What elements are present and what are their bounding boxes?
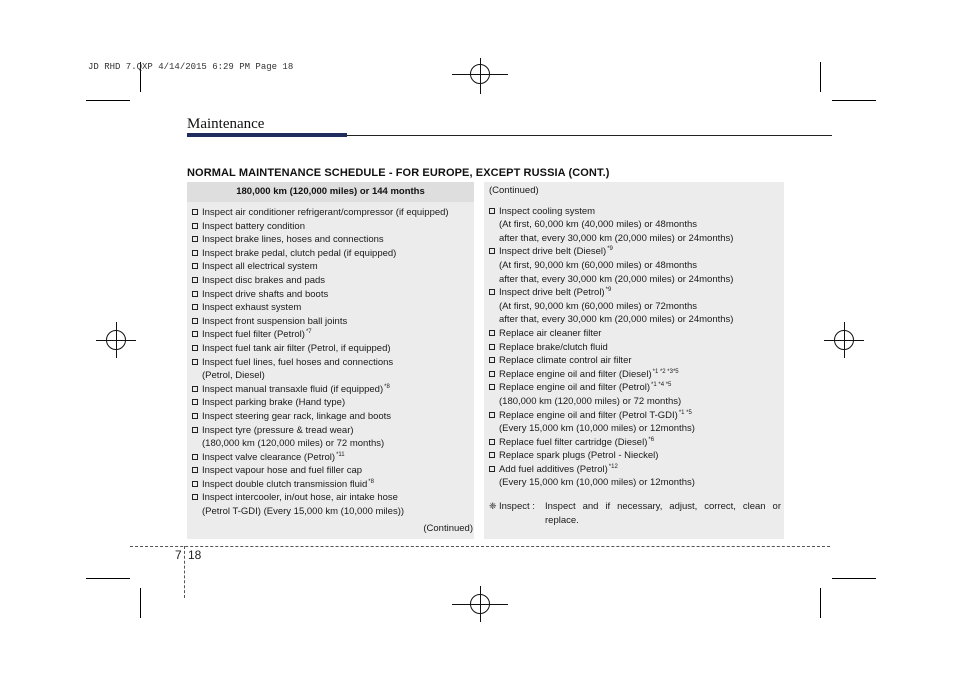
crop-mark-icon bbox=[86, 578, 130, 579]
interval-header: 180,000 km (120,000 miles) or 144 months bbox=[187, 182, 474, 202]
checkbox-icon bbox=[192, 342, 202, 356]
checkbox-icon bbox=[192, 396, 202, 410]
checkbox-icon bbox=[192, 301, 202, 315]
checklist-item bbox=[192, 396, 470, 410]
continued-label: (Continued) bbox=[489, 185, 539, 196]
checklist-item-label: Replace engine oil and filter (Petrol) bbox=[499, 382, 651, 394]
checkbox-icon bbox=[192, 424, 202, 438]
footnote-marker: *1 *5 bbox=[678, 409, 692, 416]
checklist-item bbox=[192, 206, 470, 220]
checklist-item-label: Inspect vapour hose and fuel filler cap bbox=[202, 465, 363, 477]
checklist-item bbox=[489, 368, 781, 382]
footnote-marker: *6 bbox=[648, 436, 655, 443]
footnote-marker: *1 *2 *3*5 bbox=[652, 368, 679, 375]
footnote-marker: *9 bbox=[607, 246, 613, 253]
checklist-item bbox=[192, 260, 470, 274]
checklist-item-label: Inspect cooling system bbox=[499, 205, 596, 217]
checklist-item bbox=[192, 491, 470, 518]
checkbox-icon bbox=[489, 205, 499, 219]
checklist-item bbox=[489, 449, 781, 463]
checklist-item-label: Replace fuel filter cartridge (Diesel) bbox=[499, 436, 648, 448]
checklist-item-detail: (180,000 km (120,000 miles) or 72 months) bbox=[202, 438, 385, 450]
section-rule bbox=[187, 133, 347, 137]
checklist-item-detail: (At first, 90,000 km (60,000 miles) or 72months bbox=[499, 300, 697, 312]
checklist-item-label: Replace brake/clutch fluid bbox=[499, 341, 608, 353]
page-number: 18 bbox=[188, 548, 202, 562]
checklist-item-label: Inspect disc brakes and pads bbox=[202, 274, 326, 286]
checklist-item-detail: (At first, 60,000 km (40,000 miles) or 48months bbox=[499, 219, 697, 231]
checklist-item bbox=[192, 383, 470, 397]
crop-mark-icon bbox=[820, 62, 821, 92]
footnote-marker: *8 bbox=[384, 383, 390, 390]
checklist-item-label: Replace climate control air filter bbox=[499, 355, 632, 367]
checkbox-icon bbox=[192, 464, 202, 478]
checklist-item bbox=[192, 478, 470, 492]
checkbox-icon bbox=[192, 451, 202, 465]
footnote-marker: *9 bbox=[605, 287, 612, 294]
checkbox-icon bbox=[489, 436, 499, 450]
crop-mark-icon bbox=[832, 100, 876, 101]
checklist-item-label: Inspect fuel filter (Petrol) bbox=[202, 329, 305, 341]
checklist-item-detail: after that, every 30,000 km (20,000 miles) or 24months) bbox=[499, 232, 734, 244]
checklist-item bbox=[192, 274, 470, 288]
checkbox-icon bbox=[192, 206, 202, 220]
checkbox-icon bbox=[489, 449, 499, 463]
schedule-heading: NORMAL MAINTENANCE SCHEDULE - FOR EUROPE, EXCEPT RUSSIA (CONT.) bbox=[187, 167, 610, 179]
checklist-item-label: Inspect brake pedal, clutch pedal (if equipped) bbox=[202, 247, 397, 259]
checkbox-icon bbox=[192, 491, 202, 505]
checklist-item-detail: (Petrol, Diesel) bbox=[202, 370, 265, 382]
checklist-item-label: Add fuel additives (Petrol) bbox=[499, 463, 608, 475]
checklist-item-label: Inspect tyre (pressure & tread wear) bbox=[202, 424, 354, 436]
checklist-item-label: Inspect double clutch transmission fluid bbox=[202, 478, 368, 490]
continued-label: (Continued) bbox=[423, 523, 473, 534]
checklist-item bbox=[192, 220, 470, 234]
checklist-item bbox=[489, 286, 781, 327]
checklist-item-label: Replace engine oil and filter (Petrol T-GDI) bbox=[499, 409, 678, 421]
crop-mark-icon bbox=[820, 588, 821, 618]
checklist-item-label: Inspect drive shafts and boots bbox=[202, 288, 329, 300]
checklist-item-label: Inspect brake lines, hoses and connections bbox=[202, 234, 384, 246]
checkbox-icon bbox=[489, 341, 499, 355]
section-title: Maintenance bbox=[187, 116, 265, 132]
checkbox-icon bbox=[192, 247, 202, 261]
checkbox-icon bbox=[192, 260, 202, 274]
checklist-item bbox=[192, 247, 470, 261]
left-item-list bbox=[192, 206, 470, 519]
crop-mark-icon bbox=[86, 100, 130, 101]
checkbox-icon bbox=[192, 478, 202, 492]
footnote-marker: *8 bbox=[368, 478, 374, 485]
footer-rule bbox=[130, 546, 830, 547]
checklist-item-label: Inspect drive belt (Diesel) bbox=[499, 246, 607, 258]
inspect-note bbox=[489, 500, 781, 527]
checklist-item bbox=[192, 356, 470, 383]
checkbox-icon bbox=[192, 274, 202, 288]
note-text: Inspect and if necessary, adjust, correct, clean or replace. bbox=[545, 501, 781, 526]
checkbox-icon bbox=[489, 327, 499, 341]
checklist-item-label: Replace engine oil and filter (Diesel) bbox=[499, 368, 652, 380]
checklist-item-label: Inspect intercooler, in/out hose, air intake hose bbox=[202, 492, 398, 504]
checkbox-icon bbox=[489, 245, 499, 259]
checklist-item bbox=[192, 410, 470, 424]
footnote-marker: *1 *4 *5 bbox=[651, 382, 672, 389]
checklist-item bbox=[489, 341, 781, 355]
checklist-item-label: Inspect valve clearance (Petrol) bbox=[202, 451, 336, 463]
checkbox-icon bbox=[489, 368, 499, 382]
checklist-item-label: Inspect fuel lines, fuel hoses and connections bbox=[202, 356, 394, 368]
checklist-item bbox=[489, 354, 781, 368]
checklist-item-label: Inspect parking brake (Hand type) bbox=[202, 397, 346, 409]
checklist-item-detail: (Petrol T-GDI) (Every 15,000 km (10,000 miles)) bbox=[202, 506, 405, 518]
footnote-marker: *11 bbox=[336, 451, 345, 458]
checklist-item-label: Inspect manual transaxle fluid (if equipped) bbox=[202, 383, 384, 395]
footnote-marker: *12 bbox=[608, 463, 618, 470]
checklist-item-detail: after that, every 30,000 km (20,000 miles) or 24months) bbox=[499, 314, 734, 326]
checklist-item-label: Inspect steering gear rack, linkage and boots bbox=[202, 410, 392, 422]
checkbox-icon bbox=[489, 409, 499, 423]
checkbox-icon bbox=[192, 220, 202, 234]
section-rule-thin bbox=[347, 135, 832, 136]
checkbox-icon bbox=[192, 315, 202, 329]
checklist-item bbox=[192, 451, 470, 465]
page-number-separator bbox=[184, 546, 185, 598]
checklist-item bbox=[489, 327, 781, 341]
checklist-item-label: Inspect battery condition bbox=[202, 220, 305, 232]
checklist-item-detail: (Every 15,000 km (10,000 miles) or 12months) bbox=[499, 423, 695, 435]
checkbox-icon bbox=[489, 381, 499, 395]
checklist-item bbox=[192, 288, 470, 302]
checkbox-icon bbox=[192, 356, 202, 370]
checklist-item-label: Inspect exhaust system bbox=[202, 302, 302, 314]
checkbox-icon bbox=[489, 286, 499, 300]
checkbox-icon bbox=[489, 354, 499, 368]
footnote-marker: *7 bbox=[305, 329, 312, 336]
checklist-item bbox=[192, 301, 470, 315]
checklist-item bbox=[192, 424, 470, 451]
checklist-item-label: Inspect drive belt (Petrol) bbox=[499, 287, 605, 299]
checklist-item bbox=[489, 245, 781, 286]
checklist-item-label: Replace spark plugs (Petrol - Nieckel) bbox=[499, 450, 659, 462]
checklist-item bbox=[192, 328, 470, 342]
crop-mark-icon bbox=[140, 588, 141, 618]
checklist-item-label: Inspect all electrical system bbox=[202, 261, 318, 273]
checklist-item bbox=[192, 464, 470, 478]
crop-mark-icon bbox=[832, 578, 876, 579]
checklist-item bbox=[489, 381, 781, 408]
checklist-item-label: Inspect fuel tank air filter (Petrol, if equipped) bbox=[202, 342, 391, 354]
checklist-item-label: Replace air cleaner filter bbox=[499, 327, 602, 339]
checklist-item bbox=[489, 463, 781, 490]
right-item-list bbox=[489, 184, 781, 490]
checkbox-icon bbox=[192, 328, 202, 342]
note-label: Inspect : bbox=[499, 501, 535, 512]
checkbox-icon bbox=[192, 383, 202, 397]
note-symbol-icon: ❈ bbox=[489, 501, 497, 511]
checkbox-icon bbox=[192, 233, 202, 247]
checklist-item-detail: (At first, 90,000 km (60,000 miles) or 48months bbox=[499, 259, 697, 271]
checklist-item-label: Inspect air conditioner refrigerant/compressor (if equipped) bbox=[202, 207, 449, 218]
checklist-item-detail: after that, every 30,000 km (20,000 miles) or 24months) bbox=[499, 273, 734, 285]
checkbox-icon bbox=[192, 410, 202, 424]
checkbox-icon bbox=[489, 463, 499, 477]
checkbox-icon bbox=[192, 288, 202, 302]
checklist-item-detail: (180,000 km (120,000 miles) or 72 months) bbox=[499, 395, 682, 407]
checklist-item bbox=[489, 205, 781, 246]
checklist-item bbox=[192, 315, 470, 329]
checklist-item bbox=[489, 409, 781, 436]
checklist-item-detail: (Every 15,000 km (10,000 miles) or 12months) bbox=[499, 477, 695, 489]
checklist-item bbox=[192, 342, 470, 356]
page-chapter: 7 bbox=[175, 548, 182, 562]
prepress-slug: JD RHD 7.QXP 4/14/2015 6:29 PM Page 18 bbox=[88, 62, 294, 72]
checklist-item bbox=[489, 436, 781, 450]
checklist-item-label: Inspect front suspension ball joints bbox=[202, 315, 348, 327]
checklist-item bbox=[192, 233, 470, 247]
